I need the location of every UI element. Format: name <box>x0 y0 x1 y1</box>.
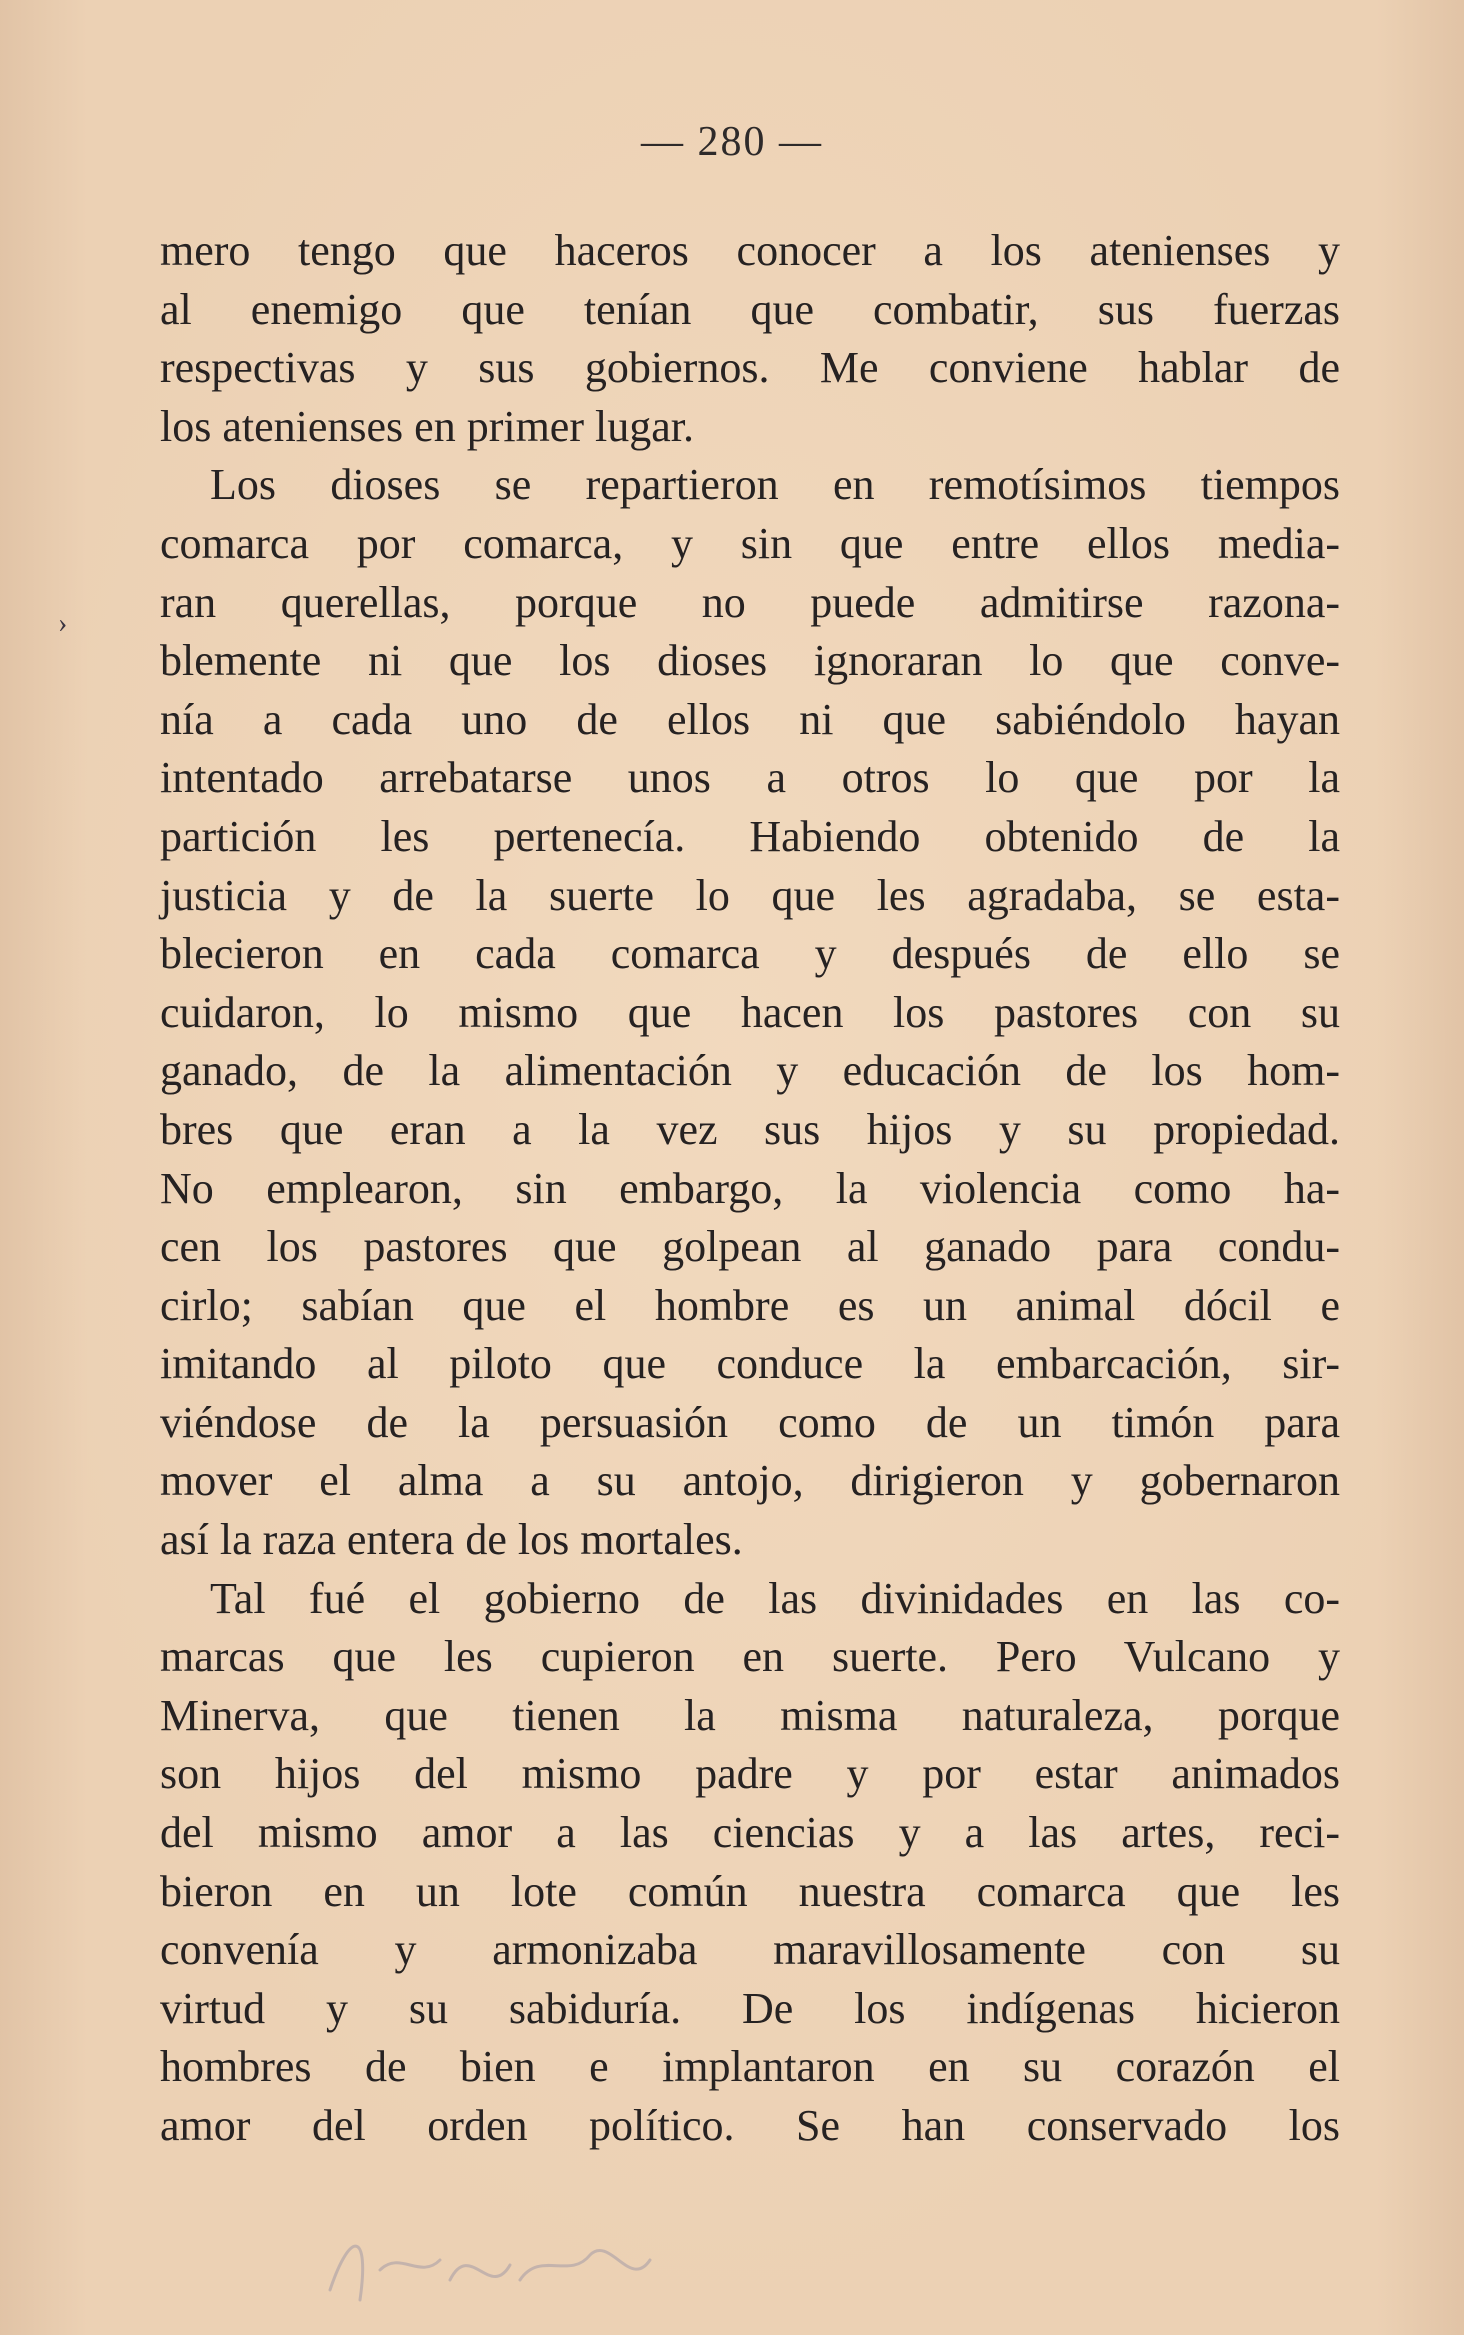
text-line: Minerva, que tienen la misma naturaleza, porque <box>160 1690 1340 1740</box>
text-line: Tal fué el gobierno de las divinidades en las co- <box>210 1573 1340 1623</box>
text-line: cirlo; sabían que el hombre es un animal dócil e <box>160 1280 1340 1330</box>
text-line: intentado arrebatarse unos a otros lo que por la <box>160 753 1340 803</box>
text-line: son hijos del mismo padre y por estar animados <box>160 1749 1340 1799</box>
text-line: mover el alma a su antojo, dirigieron y gobernaron <box>160 1456 1340 1506</box>
page-number: — 280 — <box>641 119 823 165</box>
handwritten-signature <box>320 2210 740 2320</box>
text-line: Los dioses se repartieron en remotísimos tiempos <box>210 460 1340 510</box>
text-line: mero tengo que haceros conocer a los atenienses y <box>160 226 1340 275</box>
text-line: cen los pastores que golpean al ganado para condu- <box>160 1222 1340 1272</box>
text-line: así la raza entera de los mortales. <box>160 1515 743 1565</box>
text-line: cuidaron, lo mismo que hacen los pastores con su <box>160 987 1340 1037</box>
text-line: No emplearon, sin embargo, la violencia como ha- <box>160 1163 1340 1213</box>
text-line: nía a cada uno de ellos ni que sabiéndolo hayan <box>160 694 1340 744</box>
text-line: partición les pertenecía. Habiendo obtenido de la <box>160 811 1340 861</box>
text-line: al enemigo que tenían que combatir, sus fuerzas <box>160 284 1340 334</box>
text-line: comarca por comarca, y sin que entre ellos media- <box>160 518 1340 568</box>
text-line: amor del orden político. Se han conservado los <box>160 2101 1340 2150</box>
text-line: blecieron en cada comarca y después de ello se <box>160 929 1340 979</box>
text-line: bieron en un lote común nuestra comarca que les <box>160 1866 1340 1916</box>
margin-mark-icon: › <box>58 608 68 639</box>
text-line: los atenienses en primer lugar. <box>160 401 694 451</box>
text-line: del mismo amor a las ciencias y a las artes, reci- <box>160 1808 1340 1858</box>
text-line: ran querellas, porque no puede admitirse razona- <box>160 577 1340 627</box>
text-line: marcas que les cupieron en suerte. Pero Vulcano y <box>160 1632 1340 1682</box>
text-line: respectivas y sus gobiernos. Me conviene hablar de <box>160 343 1340 393</box>
text-line: ganado, de la alimentación y educación de los hom- <box>160 1046 1340 1096</box>
text-line: convenía y armonizaba maravillosamente con su <box>160 1925 1340 1975</box>
text-line: hombres de bien e implantaron en su corazón el <box>160 2042 1340 2092</box>
text-line: virtud y su sabiduría. De los indígenas hicieron <box>160 1983 1340 2033</box>
text-line: blemente ni que los dioses ignoraran lo que conve- <box>160 636 1340 686</box>
body-text <box>160 222 1340 2156</box>
text-line: justicia y de la suerte lo que les agradaba, se esta- <box>160 870 1340 920</box>
text-line: bres que eran a la vez sus hijos y su propiedad. <box>160 1104 1340 1154</box>
text-line: imitando al piloto que conduce la embarcación, sir- <box>160 1339 1340 1389</box>
text-line: viéndose de la persuasión como de un timón para <box>160 1397 1340 1447</box>
